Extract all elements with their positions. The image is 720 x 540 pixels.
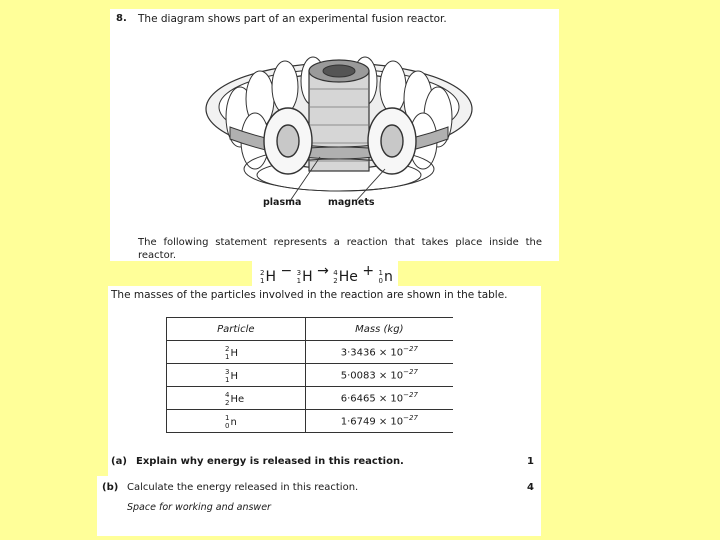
reaction-statement: The following statement represents a reaction that takes place inside the reactor. (138, 237, 542, 261)
table-row: 3 1 H $5\cdot 0083 \times 10^{-27}$ (167, 364, 454, 387)
masses-table (166, 317, 453, 433)
nuclear-equation (260, 263, 393, 285)
part-a-label: (a) (111, 456, 127, 467)
plasma-label: plasma (263, 197, 302, 208)
part-b-text: Calculate the energy released in this reaction. (127, 482, 359, 493)
part-b-panel (97, 476, 541, 536)
question-intro: The diagram shows part of an experimental fusion reactor. (138, 13, 447, 25)
table-row: 4 2 He $6\cdot 6465 \times 10^{-27}$ (167, 387, 454, 410)
part-b-label: (b) (102, 482, 119, 493)
part-a-marks: 1 (527, 456, 534, 467)
table-row: 2 1 H $3\cdot 3436 \times 10^{-27}$ (167, 341, 454, 364)
equation-panel (252, 261, 398, 286)
masses-intro: The masses of the particles involved in the reaction are shown in the table. (111, 289, 508, 301)
table-row: 1 0 n $1\cdot 6749 \times 10^{-27}$ (167, 410, 454, 433)
nuclide-deuterium: 2 1 H (260, 269, 276, 285)
nuclide-tritium: 3 1 H (296, 269, 313, 285)
magnets-label: magnets (328, 197, 375, 208)
reaction-arrow: → (317, 263, 329, 279)
operator-minus: − (280, 263, 293, 279)
operator-plus: + (362, 263, 375, 279)
nuclide-neutron: 1 0 n (378, 269, 393, 285)
question-number: 8. (116, 13, 127, 24)
part-b-marks: 4 (527, 482, 534, 493)
header-particle: Particle (167, 318, 306, 341)
working-space-label: Space for working and answer (127, 502, 271, 513)
question-panel (110, 9, 559, 261)
masses-panel (108, 286, 541, 476)
nuclide-helium: 4 2 He (333, 269, 358, 285)
part-a-text: Explain why energy is released in this reaction. (136, 456, 404, 467)
table-header-row (167, 318, 454, 341)
header-mass: Mass (kg) (305, 318, 453, 341)
